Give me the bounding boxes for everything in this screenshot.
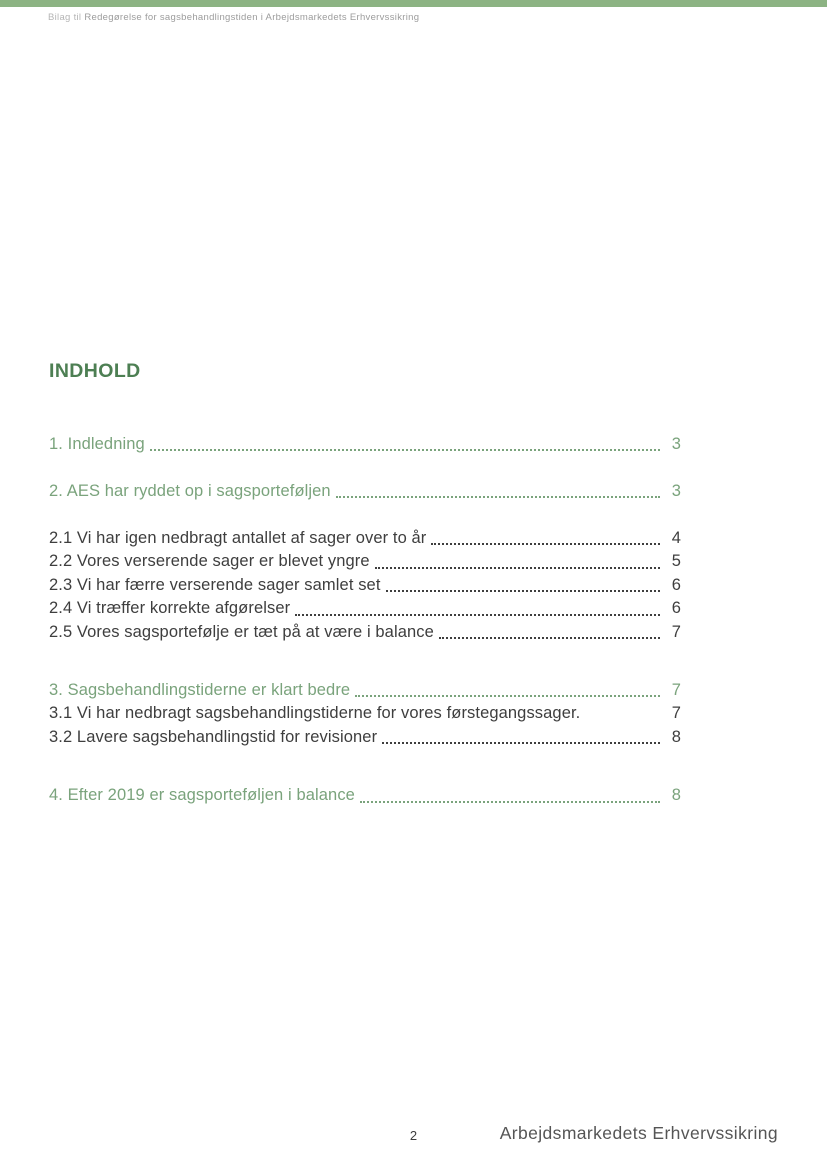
toc-entry <box>49 550 681 573</box>
toc-entry-label: 2.5 Vores sagsportefølje er tæt på at være i balance <box>49 622 434 641</box>
toc-dot-leader <box>336 480 660 503</box>
toc-entry-label: 2.4 Vi træffer korrekte afgørelser <box>49 599 291 618</box>
toc-page-number: 8 <box>671 727 681 746</box>
toc-entry-label: 2.1 Vi har igen nedbragt antallet af sager over to år <box>49 529 427 547</box>
toc-entry <box>49 574 681 597</box>
top-accent-bar <box>0 0 827 7</box>
toc-dot-leader <box>585 702 660 725</box>
toc-entry-label: 3.1 Vi har nedbragt sagsbehandlingstiderne for vores førstegangssager. <box>49 704 581 723</box>
header-prefix: Bilag til <box>48 12 82 23</box>
toc-page-number: 8 <box>671 786 681 805</box>
toc-dot-leader <box>360 784 660 807</box>
toc-entry-label: 1. Indledning <box>49 435 145 453</box>
toc-dot-leader <box>439 621 660 644</box>
toc-entry <box>49 679 681 702</box>
toc-dot-leader <box>295 597 660 620</box>
table-of-contents <box>49 433 681 808</box>
toc-page-number: 7 <box>671 622 681 641</box>
toc-entry <box>49 621 681 644</box>
toc-entry <box>49 726 681 749</box>
toc-dot-leader <box>150 433 660 456</box>
toc-entry <box>49 784 681 807</box>
toc-entry <box>49 702 681 725</box>
toc-entry <box>49 597 681 620</box>
toc-entry-label: 2.3 Vi har færre verserende sager samlet set <box>49 575 381 594</box>
toc-dot-leader <box>355 679 660 702</box>
toc-page-number: 6 <box>671 599 681 618</box>
toc-entry-label: 3.2 Lavere sagsbehandlingstid for revisioner <box>49 727 378 746</box>
toc-entry <box>49 480 681 503</box>
toc-page-number: 4 <box>671 529 681 547</box>
footer-page-number: 2 <box>409 1128 418 1143</box>
toc-page-number: 7 <box>671 704 681 723</box>
toc-dot-leader <box>382 726 660 749</box>
toc-page-number: 6 <box>671 575 681 594</box>
page-header <box>48 12 419 23</box>
toc-page-number: 3 <box>671 482 681 500</box>
toc-entry-label: 4. Efter 2019 er sagsporteføljen i balance <box>49 786 355 805</box>
toc-dot-leader <box>386 574 661 597</box>
header-title: Redegørelse for sagsbehandlingstiden i Arbejdsmarkedets Erhvervssikring <box>84 12 420 23</box>
toc-dot-leader <box>431 527 660 550</box>
toc-page-number: 5 <box>671 552 681 571</box>
page-title: INDHOLD <box>49 360 141 382</box>
toc-entry-label: 2. AES har ryddet op i sagsporteføljen <box>49 482 331 500</box>
toc-entry-label: 3. Sagsbehandlingstiderne er klart bedre <box>49 681 351 700</box>
footer-organization: Arbejdsmarkedets Erhvervssikring <box>499 1123 778 1143</box>
toc-entry-label: 2.2 Vores verserende sager er blevet yngre <box>49 552 370 571</box>
toc-page-number: 3 <box>671 435 681 453</box>
toc-entry <box>49 433 681 456</box>
toc-dot-leader <box>375 550 660 573</box>
toc-entry <box>49 527 681 550</box>
toc-page-number: 7 <box>671 681 681 700</box>
